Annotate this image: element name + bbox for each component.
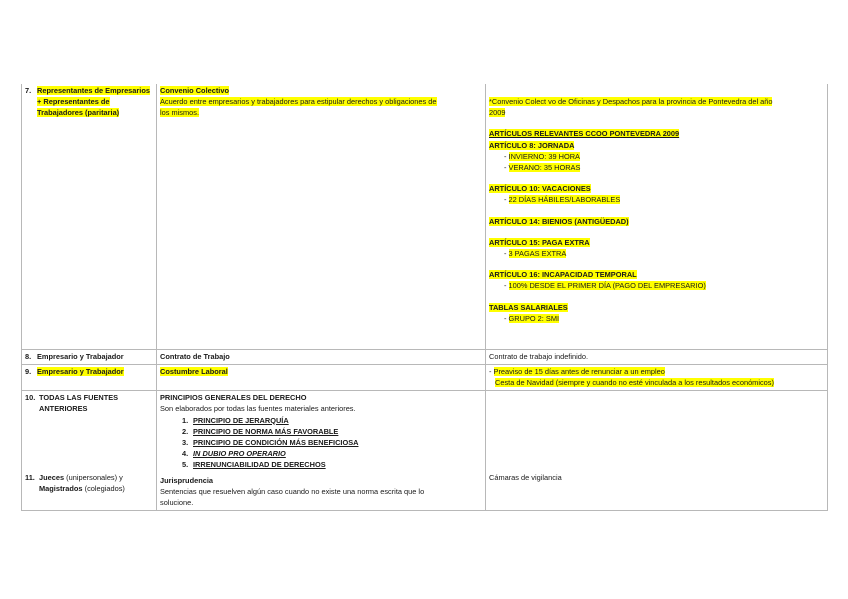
row9-norm-cell — [157, 364, 486, 390]
row10-source-cell — [22, 391, 157, 511]
principle-item: 3. PRINCIPIO DE CONDICIÓN MÁS BENEFICIOSA — [182, 437, 359, 447]
custom-item: Cesta de Navidad (siempre y cuando no esté vinculada a los resultados económicos) — [495, 377, 774, 387]
table-row-10 — [22, 391, 828, 511]
principle-item: 5. IRRENUNCIABILIDAD DE DERECHOS — [182, 460, 326, 470]
article-14-title: ARTÍCULO 14: BIENIOS (ANTIGÜEDAD) — [489, 216, 629, 226]
row11-source-magistrates: Magistrados — [39, 483, 83, 493]
row-number: 11. — [25, 472, 35, 482]
row11-example: Cámaras de vigilancia — [489, 473, 562, 483]
article-item: GRUPO 2: SMI — [508, 313, 560, 323]
row11-norm-title: Jurisprudencia — [160, 475, 213, 485]
table-row-8 — [22, 349, 828, 364]
convenio-intro: *Convenio Colect vo de Oficinas y Despachos para la provincia de Pontevedra del año — [489, 97, 773, 106]
row-number: 7. — [25, 86, 32, 95]
convenio-intro: 2009 — [489, 108, 506, 118]
row7-source-line: + Representantes de — [37, 97, 110, 107]
row7-norm-text: Acuerdo entre empresarios y trabajadores para estipular derechos y obligaciones de — [160, 97, 437, 107]
table-row-9 — [22, 364, 828, 390]
row8-example: Contrato de trabajo indefinido. — [489, 351, 589, 361]
article-item: VERANO: 35 HORAS — [508, 163, 581, 173]
row8-norm-cell — [157, 349, 486, 364]
row-number: 8. — [25, 351, 32, 361]
sources-table — [21, 84, 828, 511]
row11-source-note: (unipersonales) y — [66, 472, 123, 482]
salary-tables-title: TABLAS SALARIALES — [489, 302, 568, 312]
principles-list — [160, 415, 482, 471]
row11-norm-text: solucione. — [160, 497, 194, 507]
row8-source: Empresario y Trabajador — [37, 351, 124, 361]
principle-item: 1. PRINCIPIO DE JERARQUÍA — [182, 415, 289, 425]
custom-item: Preaviso de 15 días antes de renunciar a un empleo — [493, 366, 665, 376]
article-10-title: ARTÍCULO 10: VACACIONES — [489, 184, 591, 194]
article-item: 3 PAGAS EXTRA — [508, 249, 567, 259]
row7-norm-title: Convenio Colectivo — [160, 86, 229, 95]
row11-source-note: (colegiados) — [84, 483, 125, 493]
article-item: 100% DESDE EL PRIMER DÍA (PAGO DEL EMPRESARIO) — [508, 281, 706, 291]
row7-norm-text: los mismos. — [160, 108, 200, 118]
row11-norm-text: Sentencias que resuelven algún caso cuando no existe una norma escrita que lo — [160, 486, 425, 496]
row8-source-cell — [22, 349, 157, 364]
row8-example-cell — [486, 349, 828, 364]
row9-example-cell: - Preaviso de 15 días antes de renunciar a un empleo Cesta de Navidad (siempre y cuando no esté vinculada a los resultados económicos) — [486, 364, 828, 390]
row11-source-judges: Jueces — [39, 472, 65, 482]
row10-source-line: ANTERIORES — [39, 404, 88, 414]
row10-example-cell — [486, 391, 828, 511]
article-8-title: ARTÍCULO 8: JORNADA — [489, 140, 575, 150]
row10-norm-text: Son elaborados por todas las fuentes materiales anteriores. — [160, 404, 356, 414]
row9-source: Empresario y Trabajador — [37, 366, 124, 376]
row9-source-cell — [22, 364, 157, 390]
row7-example-cell: *Convenio Colect vo de Oficinas y Despachos para la provincia de Pontevedra del año 2009 ARTÍCULOS RELEVANTES CCOO PONTEVEDRA 2009 ARTÍCULO 8: JORNADA - INVIERNO: 39 HORA - VERANO: 35 HORAS ARTÍCULO 10: VACACIONES - 22 DÍAS HÁBILES/LABORABLES ARTÍCULO 14: BIENIOS (ANTIGÜEDAD) ARTÍCULO 15: PAGA EXTRA - 3 PAGAS EXTRA ARTÍCULO 16: INCAPACIDAD TEMPORAL - 100% DESDE EL PRIMER DÍA (PAGO DEL EMPRESARIO) TABLAS SALARIALES - GRUPO 2: SMI — [486, 84, 828, 349]
table-row-7 — [22, 84, 828, 349]
row10-norm-cell — [157, 391, 486, 511]
row7-source-line: Trabajadores (paritaria) — [37, 108, 120, 118]
principle-item: 2. PRINCIPIO DE NORMA MÁS FAVORABLE — [182, 426, 339, 436]
row8-norm-title: Contrato de Trabajo — [160, 351, 230, 361]
row7-norm-cell — [157, 84, 486, 349]
row-number: 10. — [25, 393, 36, 403]
row7-source-cell — [22, 84, 157, 349]
row10-norm-title: PRINCIPIOS GENERALES DEL DERECHO — [160, 393, 307, 403]
article-16-title: ARTÍCULO 16: INCAPACIDAD TEMPORAL — [489, 270, 637, 280]
article-15-title: ARTÍCULO 15: PAGA EXTRA — [489, 237, 590, 247]
article-item: INVIERNO: 39 HORA — [508, 151, 580, 161]
article-item: 22 DÍAS HÁBILES/LABORABLES — [508, 195, 621, 205]
row-number: 9. — [25, 366, 32, 376]
principle-item: 4. IN DUBIO PRO OPERARIO — [182, 449, 286, 459]
row9-norm-title: Costumbre Laboral — [160, 366, 228, 376]
row10-source-line: TODAS LAS FUENTES — [39, 393, 119, 403]
articles-heading: ARTÍCULOS RELEVANTES CCOO PONTEVEDRA 2009 — [489, 129, 680, 139]
row7-source-line: Representantes de Empresarios — [37, 86, 150, 95]
